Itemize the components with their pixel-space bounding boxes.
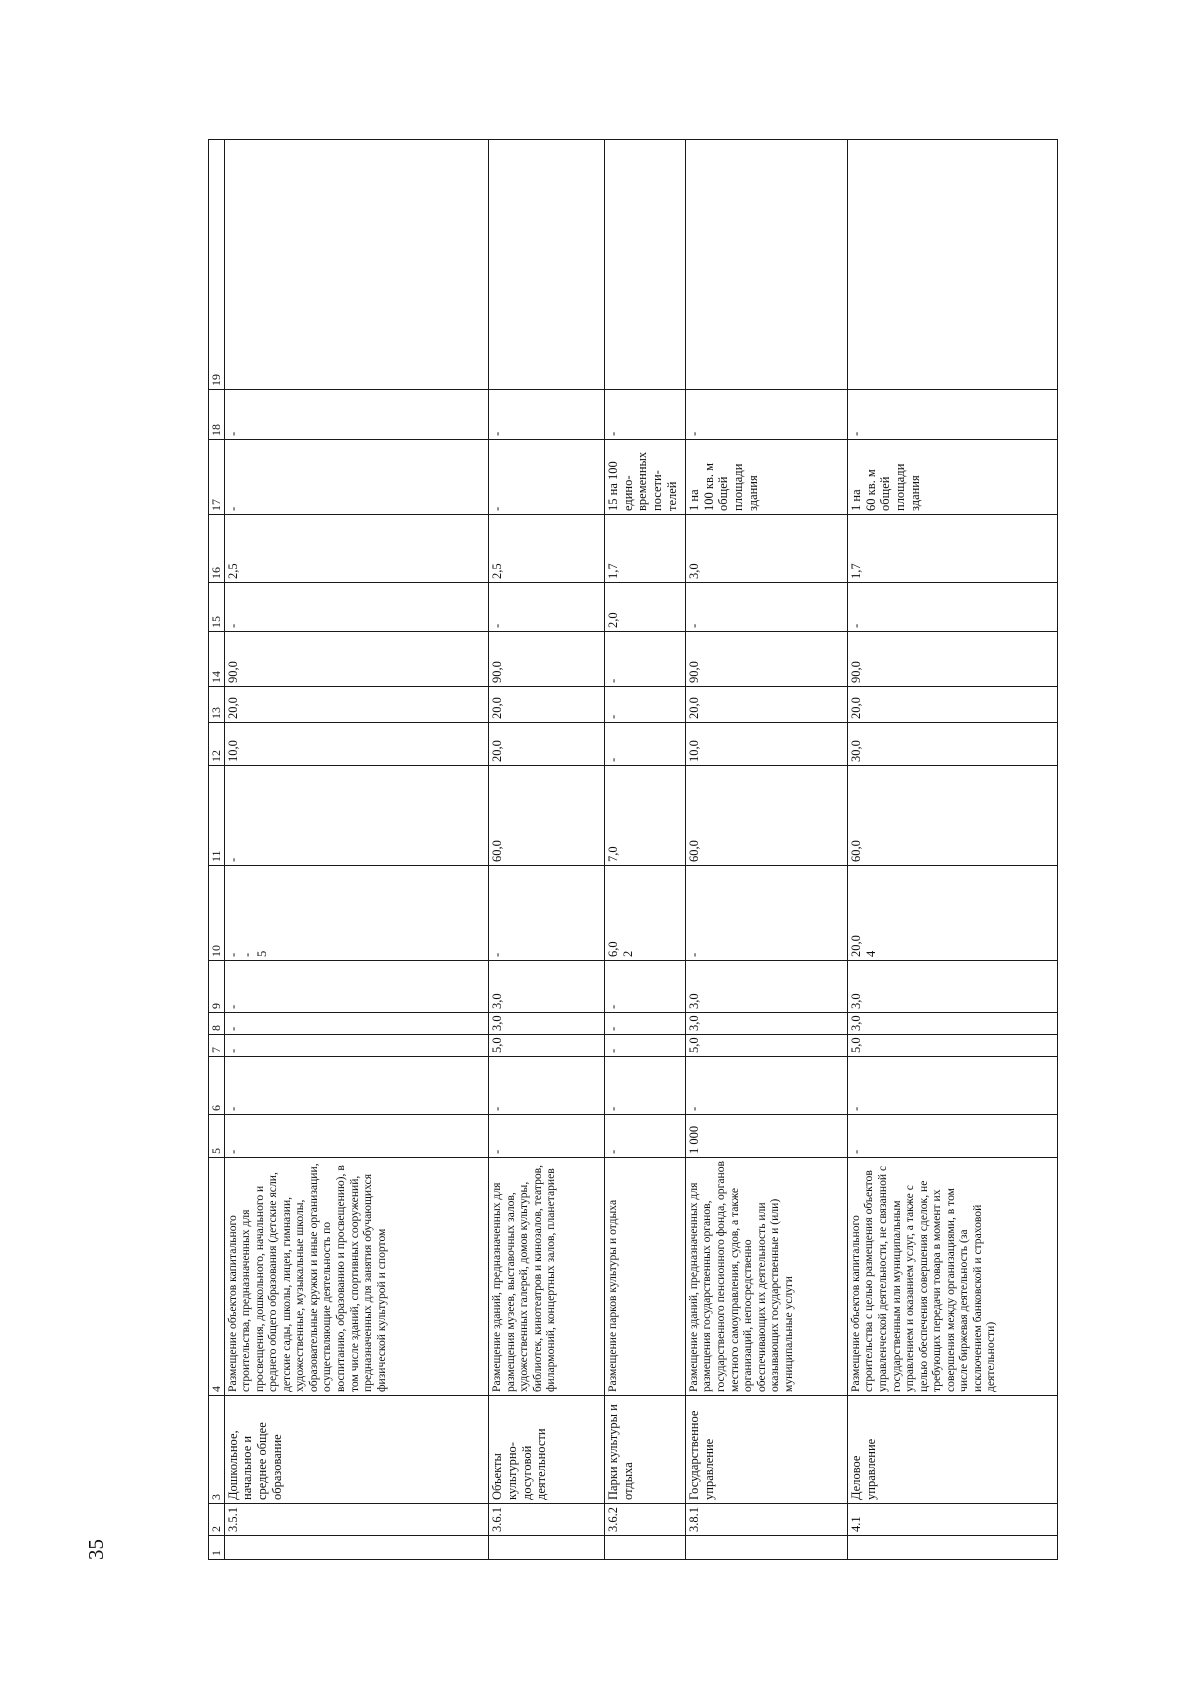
cell-col-11: 7,0 bbox=[604, 766, 685, 866]
cell-col-12: - bbox=[604, 723, 685, 766]
cell-col-6: - bbox=[685, 1057, 847, 1115]
cell-line: 100 кв. м bbox=[701, 462, 716, 511]
column-number-5: 5 bbox=[209, 1115, 225, 1158]
cell-col-12: 20,0 bbox=[489, 723, 605, 766]
cell-col-6: - bbox=[604, 1057, 685, 1115]
cell-col-1 bbox=[489, 1536, 605, 1560]
table-row bbox=[489, 140, 605, 1560]
column-number-15: 15 bbox=[209, 583, 225, 632]
cell-col-13: - bbox=[604, 687, 685, 723]
cell-col-7: 5,0 bbox=[489, 1035, 605, 1057]
cell-col-10 bbox=[604, 866, 685, 961]
use-type-description-cell: Размещение объектов капитального строительства с целью размещения объектов управленческой деятельности, не связанной с государственным или муниципальным управлением и оказанием услуг, а также с целью обеспечения совершения сделок, не требующих передачи товара в момент их совершения между организациями, в том числе биржевая деятельность (за исключением банковской и страховой деятельности) bbox=[847, 1158, 1057, 1396]
cell-col-14: 90,0 bbox=[847, 632, 1057, 687]
cell-col-9: 3,0 bbox=[489, 961, 605, 1013]
table-row bbox=[604, 140, 685, 1560]
cell-line: площади bbox=[731, 463, 746, 511]
cell-col-5: - bbox=[604, 1115, 685, 1158]
cell-col-1 bbox=[685, 1536, 847, 1560]
use-type-name-cell: Дошкольное, начальное и среднее общее образование bbox=[224, 1396, 488, 1504]
cell-col-13: 20,0 bbox=[224, 687, 488, 723]
cell-col-13: 20,0 bbox=[847, 687, 1057, 723]
use-type-description-cell: Размещение объектов капитального строительства, предназначенных для просвещения, дошкольного, начального и среднего общего образования (детские ясли, детские сады, школы, лицеи, гимназии, художественные, музыкальные школы, образовательные кружки и иные организации, осуществляющие деятельность по воспитанию, образованию и просвещению), в том числе зданий, спортивных сооружений, предназначенных для занятия обучающихся физической культурой и спортом bbox=[224, 1158, 488, 1396]
table-header-row bbox=[209, 140, 225, 1560]
cell-col-15: - bbox=[685, 583, 847, 632]
cell-col-13: 20,0 bbox=[489, 687, 605, 723]
column-number-14: 14 bbox=[209, 632, 225, 687]
cell-col-14: 90,0 bbox=[685, 632, 847, 687]
cell-col-14: 90,0 bbox=[224, 632, 488, 687]
cell-col-16: 2,5 bbox=[489, 515, 605, 583]
cell-line: площади bbox=[893, 463, 908, 511]
cell-col-11: 60,0 bbox=[489, 766, 605, 866]
cell-line: здания bbox=[745, 475, 760, 511]
cell-col-6: - bbox=[847, 1057, 1057, 1115]
table-row bbox=[847, 140, 1057, 1560]
code-cell: 3.6.1 bbox=[489, 1504, 605, 1536]
cell-col-16: 3,0 bbox=[685, 515, 847, 583]
cell-line: - bbox=[490, 952, 505, 957]
cell-col-9: - bbox=[604, 961, 685, 1013]
cell-line: - bbox=[686, 952, 701, 957]
cell-col-19 bbox=[847, 140, 1057, 390]
column-number-1: 1 bbox=[209, 1536, 225, 1560]
cell-line: едино- bbox=[620, 475, 635, 511]
cell-col-16: 1,7 bbox=[604, 515, 685, 583]
column-number-7: 7 bbox=[209, 1035, 225, 1057]
cell-col-19 bbox=[489, 140, 605, 390]
code-cell: 4.1 bbox=[847, 1504, 1057, 1536]
cell-col-12: 10,0 bbox=[685, 723, 847, 766]
use-type-description-cell: Размещение парков культуры и отдыха bbox=[604, 1158, 685, 1396]
use-type-name-cell: Парки культуры и отдыха bbox=[604, 1396, 685, 1504]
cell-line: 1 на bbox=[848, 489, 863, 511]
cell-col-10 bbox=[489, 866, 605, 961]
cell-col-10 bbox=[224, 866, 488, 961]
cell-col-10 bbox=[685, 866, 847, 961]
cell-col-6: - bbox=[489, 1057, 605, 1115]
use-type-description-cell: Размещение зданий, предназначенных для размещения государственных органов, государственного пенсионного фонда, органов местного самоуправления, судов, а также организаций, непосредственно обеспечивающих их деятельность или оказывающих государственные и (или) муниципальные услуги bbox=[685, 1158, 847, 1396]
column-number-18: 18 bbox=[209, 390, 225, 440]
cell-col-8: 3,0 bbox=[685, 1013, 847, 1035]
cell-col-16: 2,5 bbox=[224, 515, 488, 583]
cell-col-7: 5,0 bbox=[685, 1035, 847, 1057]
cell-col-11: 60,0 bbox=[847, 766, 1057, 866]
cell-line: здания bbox=[907, 475, 922, 511]
cell-line: 20,0 bbox=[848, 935, 863, 957]
cell-col-19 bbox=[685, 140, 847, 390]
cell-line: - bbox=[225, 952, 240, 957]
cell-line: временных bbox=[635, 451, 650, 511]
cell-col-17 bbox=[604, 440, 685, 515]
cell-line: 4 bbox=[863, 950, 878, 957]
cell-line: общей bbox=[878, 476, 893, 511]
column-number-2: 2 bbox=[209, 1504, 225, 1536]
code-cell: 3.6.2 bbox=[604, 1504, 685, 1536]
cell-col-13: 20,0 bbox=[685, 687, 847, 723]
cell-col-19 bbox=[604, 140, 685, 390]
column-number-11: 11 bbox=[209, 766, 225, 866]
column-number-17: 17 bbox=[209, 440, 225, 515]
cell-col-1 bbox=[224, 1536, 488, 1560]
cell-col-1 bbox=[604, 1536, 685, 1560]
cell-col-17 bbox=[489, 440, 605, 515]
cell-col-11: 60,0 bbox=[685, 766, 847, 866]
cell-col-12: 10,0 bbox=[224, 723, 488, 766]
use-type-description-cell: Размещение зданий, предназначенных для размещения музеев, выставочных залов, художественных галерей, домов культуры, библиотек, кинотеатров и кинозалов, театров, филармоний, концертных залов, планетариев bbox=[489, 1158, 605, 1396]
cell-line: - bbox=[240, 952, 255, 957]
code-cell: 3.5.1 bbox=[224, 1504, 488, 1536]
cell-col-7: - bbox=[224, 1035, 488, 1057]
land-use-regulations-table bbox=[208, 139, 1058, 1560]
cell-col-15: 2,0 bbox=[604, 583, 685, 632]
cell-line: 2 bbox=[620, 950, 635, 957]
column-number-13: 13 bbox=[209, 687, 225, 723]
cell-line: 5 bbox=[255, 950, 270, 957]
cell-col-8: 3,0 bbox=[489, 1013, 605, 1035]
column-number-6: 6 bbox=[209, 1057, 225, 1115]
cell-line: - bbox=[225, 506, 240, 511]
cell-col-9: 3,0 bbox=[847, 961, 1057, 1013]
cell-col-15: - bbox=[489, 583, 605, 632]
column-number-3: 3 bbox=[209, 1396, 225, 1504]
use-type-name-cell: Объекты культурно-досуговой деятельности bbox=[489, 1396, 605, 1504]
cell-col-15: - bbox=[847, 583, 1057, 632]
cell-col-5: 1 000 bbox=[685, 1115, 847, 1158]
table-row bbox=[685, 140, 847, 1560]
cell-col-14: 90,0 bbox=[489, 632, 605, 687]
use-type-name-cell: Деловое управление bbox=[847, 1396, 1057, 1504]
rotated-table-container bbox=[208, 140, 1058, 1560]
cell-col-8: - bbox=[604, 1013, 685, 1035]
cell-col-8: - bbox=[224, 1013, 488, 1035]
column-number-9: 9 bbox=[209, 961, 225, 1013]
cell-col-18: - bbox=[489, 390, 605, 440]
cell-col-17 bbox=[685, 440, 847, 515]
cell-col-16: 1,7 bbox=[847, 515, 1057, 583]
cell-col-17 bbox=[847, 440, 1057, 515]
cell-col-18: - bbox=[604, 390, 685, 440]
column-number-4: 4 bbox=[209, 1158, 225, 1396]
cell-col-8: 3,0 bbox=[847, 1013, 1057, 1035]
cell-col-5: - bbox=[224, 1115, 488, 1158]
column-number-8: 8 bbox=[209, 1013, 225, 1035]
cell-line: 1 на bbox=[686, 489, 701, 511]
cell-col-17 bbox=[224, 440, 488, 515]
cell-col-7: - bbox=[604, 1035, 685, 1057]
cell-line: общей bbox=[716, 476, 731, 511]
cell-col-10 bbox=[847, 866, 1057, 961]
code-cell: 3.8.1 bbox=[685, 1504, 847, 1536]
cell-line: - bbox=[490, 506, 505, 511]
cell-col-18: - bbox=[847, 390, 1057, 440]
cell-col-1 bbox=[847, 1536, 1057, 1560]
cell-col-7: 5,0 bbox=[847, 1035, 1057, 1057]
cell-col-9: 3,0 bbox=[685, 961, 847, 1013]
cell-line: 15 на 100 bbox=[605, 461, 620, 511]
cell-line: посети- bbox=[650, 470, 665, 511]
cell-line: 6,0 bbox=[605, 941, 620, 957]
table-row bbox=[224, 140, 488, 1560]
use-type-name-cell: Государственное управление bbox=[685, 1396, 847, 1504]
cell-col-19 bbox=[224, 140, 488, 390]
column-number-12: 12 bbox=[209, 723, 225, 766]
column-number-10: 10 bbox=[209, 866, 225, 961]
cell-col-15: - bbox=[224, 583, 488, 632]
cell-col-6: - bbox=[224, 1057, 488, 1115]
page-number: 35 bbox=[84, 1539, 108, 1560]
cell-col-18: - bbox=[224, 390, 488, 440]
cell-col-11: - bbox=[224, 766, 488, 866]
column-number-19: 19 bbox=[209, 140, 225, 390]
cell-line: телей bbox=[664, 481, 679, 511]
cell-col-18: - bbox=[685, 390, 847, 440]
cell-line: 60 кв. м bbox=[863, 469, 878, 511]
column-number-16: 16 bbox=[209, 515, 225, 583]
cell-col-5: - bbox=[847, 1115, 1057, 1158]
cell-col-12: 30,0 bbox=[847, 723, 1057, 766]
cell-col-5: - bbox=[489, 1115, 605, 1158]
cell-col-14: - bbox=[604, 632, 685, 687]
cell-col-9: - bbox=[224, 961, 488, 1013]
